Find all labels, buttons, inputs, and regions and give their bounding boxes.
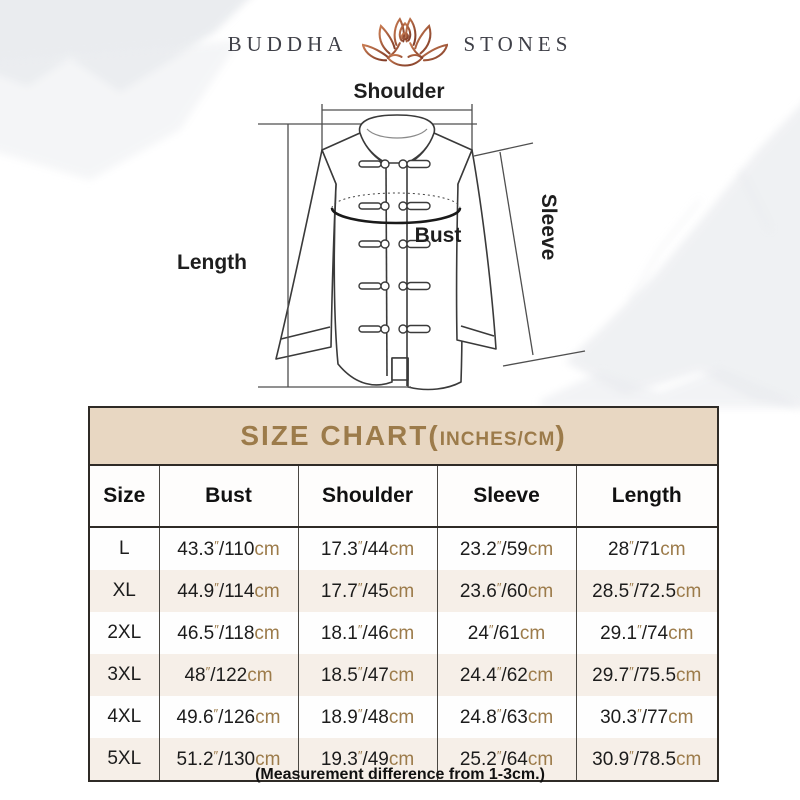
inches-value: 30.9 <box>592 748 630 770</box>
inches-value: 18.9 <box>320 706 358 728</box>
value-separator: / <box>641 622 647 644</box>
inch-mark: ″ <box>214 537 219 553</box>
brand-logo <box>0 14 800 74</box>
column-header-shoulder: Shoulder <box>298 465 437 527</box>
inch-mark: ″ <box>629 579 634 595</box>
inch-mark: ″ <box>357 747 363 763</box>
cm-unit: cm <box>676 664 702 686</box>
inches-value: 24 <box>467 622 489 644</box>
inches-value: 30.3 <box>600 706 638 728</box>
inch-mark: ″ <box>637 705 642 721</box>
inch-mark: ″ <box>496 747 502 763</box>
cm-unit: cm <box>388 706 415 728</box>
cm-unit: cm <box>255 706 281 728</box>
inch-mark: ″ <box>214 579 219 595</box>
value-separator: / <box>501 706 507 728</box>
value-separator: / <box>362 580 368 602</box>
inches-value: 24.8 <box>459 706 497 728</box>
cm-value: 77 <box>646 706 669 728</box>
inches-value: 24.4 <box>459 664 497 686</box>
size-chart <box>88 406 717 782</box>
cm-unit: cm <box>388 538 415 560</box>
cm-unit: cm <box>254 622 280 644</box>
inches-value: 46.5 <box>177 622 215 644</box>
lotus-meditation-icon <box>362 15 448 73</box>
cm-value: 45 <box>367 580 389 602</box>
length-cell <box>576 654 718 696</box>
cm-value: 60 <box>506 580 528 602</box>
table-row <box>89 654 718 696</box>
column-header-bust: Bust <box>159 465 298 527</box>
cm-unit: cm <box>254 538 280 560</box>
cm-unit: cm <box>254 580 280 602</box>
jacket-body <box>322 133 472 389</box>
cm-value: 110 <box>224 538 255 560</box>
inch-mark: ″ <box>214 621 219 637</box>
size-chart-title <box>89 407 718 465</box>
cm-unit: cm <box>388 580 415 602</box>
cm-value: 118 <box>224 622 255 644</box>
inches-value: 23.2 <box>459 538 497 560</box>
inch-mark: ″ <box>213 747 219 763</box>
value-separator: / <box>501 580 507 602</box>
cm-value: 130 <box>223 748 256 770</box>
length-cell <box>576 527 718 570</box>
cm-unit: cm <box>247 664 273 686</box>
cm-unit: cm <box>527 580 554 602</box>
jacket-underplacket <box>392 358 408 380</box>
value-separator: / <box>210 664 216 686</box>
inches-value: 17.7 <box>320 580 358 602</box>
sleeve-cell <box>437 654 576 696</box>
measurement-note: (Measurement difference from 1-3cm.) <box>255 766 545 783</box>
inch-mark: ″ <box>629 663 634 679</box>
inches-value: 43.3 <box>177 538 215 560</box>
bust-label: Bust <box>414 224 462 247</box>
cm-value: 126 <box>223 706 256 728</box>
inches-value: 51.2 <box>176 748 214 770</box>
shoulder-cell <box>298 654 437 696</box>
cm-unit: cm <box>388 664 415 686</box>
cm-value: 46 <box>367 622 389 644</box>
sleeve-cell <box>437 527 576 570</box>
cm-value: 62 <box>506 664 528 686</box>
shoulder-cell <box>298 696 437 738</box>
value-separator: / <box>641 706 647 728</box>
shoulder-cell <box>298 527 437 570</box>
bust-cell <box>159 612 298 654</box>
inch-mark: ″ <box>488 621 494 637</box>
cm-value: 72.5 <box>639 580 677 602</box>
cm-value: 47 <box>367 664 389 686</box>
column-header-length: Length <box>576 465 718 527</box>
brand-word-right: STONES <box>463 31 573 56</box>
shoulder-cell <box>298 570 437 612</box>
inches-value: 19.3 <box>320 748 358 770</box>
cm-unit: cm <box>668 622 694 644</box>
inch-mark: ″ <box>213 705 219 721</box>
inch-mark: ″ <box>357 579 363 595</box>
value-separator: / <box>501 538 507 560</box>
cm-value: 78.5 <box>639 748 677 770</box>
shoulder-cell <box>298 612 437 654</box>
cm-value: 61 <box>498 622 520 644</box>
cm-unit: cm <box>676 580 702 602</box>
sleeve-cell <box>437 570 576 612</box>
inch-mark: ″ <box>496 579 502 595</box>
sleeve-label: Sleeve <box>537 193 560 261</box>
length-cell <box>576 612 718 654</box>
cm-value: 122 <box>215 664 248 686</box>
size-cell: 5XL <box>89 738 159 781</box>
shoulder-label: Shoulder <box>353 80 445 103</box>
length-cell <box>576 696 718 738</box>
inches-value: 23.6 <box>459 580 497 602</box>
value-separator: / <box>633 664 640 686</box>
value-separator: / <box>493 622 499 644</box>
size-cell: XL <box>89 570 159 612</box>
size-table-body <box>89 527 718 781</box>
size-cell: 3XL <box>89 654 159 696</box>
cm-value: 71 <box>639 538 661 560</box>
sleeve-cell <box>437 612 576 654</box>
inches-value: 28.5 <box>592 580 630 602</box>
inches-value: 29.7 <box>592 664 630 686</box>
cm-unit: cm <box>519 622 546 644</box>
value-separator: / <box>633 580 640 602</box>
inch-mark: ″ <box>357 705 363 721</box>
table-row <box>89 527 718 570</box>
value-separator: / <box>362 622 368 644</box>
inch-mark: ″ <box>357 537 363 553</box>
cm-unit: cm <box>527 538 554 560</box>
sleeve-cell <box>437 696 576 738</box>
jacket-right-sleeve <box>457 150 496 349</box>
inches-value: 17.3 <box>320 538 358 560</box>
size-chart-title-main: SIZE CHART( <box>240 420 440 451</box>
cm-unit: cm <box>388 622 415 644</box>
cm-unit: cm <box>255 748 281 770</box>
size-cell: L <box>89 527 159 570</box>
value-separator: / <box>362 706 368 728</box>
inches-value: 18.5 <box>320 664 358 686</box>
value-separator: / <box>501 748 507 770</box>
cm-unit: cm <box>676 748 702 770</box>
cm-unit: cm <box>660 538 686 560</box>
length-cell <box>576 570 718 612</box>
bust-cell <box>159 696 298 738</box>
inches-value: 25.2 <box>459 748 497 770</box>
cm-value: 48 <box>367 706 389 728</box>
value-separator: / <box>362 538 368 560</box>
inches-value: 18.1 <box>320 622 358 644</box>
cm-value: 74 <box>646 622 669 644</box>
inch-mark: ″ <box>357 621 363 637</box>
value-separator: / <box>501 664 507 686</box>
value-separator: / <box>218 538 225 560</box>
jacket-measurement-diagram <box>140 68 610 408</box>
cm-value: 49 <box>367 748 389 770</box>
inch-mark: ″ <box>496 663 502 679</box>
value-separator: / <box>218 748 224 770</box>
table-row <box>89 612 718 654</box>
size-chart-title-close: ) <box>555 420 567 451</box>
cm-value: 114 <box>224 580 255 602</box>
inch-mark: ″ <box>629 747 634 763</box>
value-separator: / <box>362 748 368 770</box>
size-chart-title-unit: INCHES/CM <box>439 429 556 450</box>
value-separator: / <box>362 664 368 686</box>
inches-value: 44.9 <box>177 580 215 602</box>
cm-value: 59 <box>506 538 528 560</box>
size-chart-table <box>88 406 719 782</box>
cm-unit: cm <box>668 706 694 728</box>
inches-value: 49.6 <box>176 706 214 728</box>
value-separator: / <box>218 622 225 644</box>
inches-value: 48 <box>184 664 206 686</box>
cm-value: 75.5 <box>639 664 677 686</box>
table-row <box>89 696 718 738</box>
value-separator: / <box>633 538 640 560</box>
cm-unit: cm <box>527 664 554 686</box>
inch-mark: ″ <box>496 537 502 553</box>
length-label: Length <box>177 251 247 274</box>
inches-value: 28 <box>608 538 630 560</box>
inches-value: 29.1 <box>600 622 638 644</box>
inch-mark: ″ <box>205 663 211 679</box>
column-header-size: Size <box>89 465 159 527</box>
size-cell: 2XL <box>89 612 159 654</box>
inch-mark: ″ <box>637 621 642 637</box>
table-row <box>89 570 718 612</box>
inch-mark: ″ <box>629 537 634 553</box>
brand-word-left: BUDDHA <box>227 31 348 56</box>
cm-unit: cm <box>527 706 554 728</box>
cm-value: 44 <box>367 538 389 560</box>
inch-mark: ″ <box>357 663 363 679</box>
inch-mark: ″ <box>496 705 502 721</box>
cm-value: 63 <box>506 706 528 728</box>
bust-cell <box>159 654 298 696</box>
bust-cell <box>159 570 298 612</box>
size-cell: 4XL <box>89 696 159 738</box>
cm-unit: cm <box>527 748 554 770</box>
cm-unit: cm <box>388 748 415 770</box>
value-separator: / <box>218 580 225 602</box>
cm-value: 64 <box>506 748 528 770</box>
column-header-sleeve: Sleeve <box>437 465 576 527</box>
value-separator: / <box>218 706 224 728</box>
bust-cell <box>159 527 298 570</box>
value-separator: / <box>633 748 640 770</box>
